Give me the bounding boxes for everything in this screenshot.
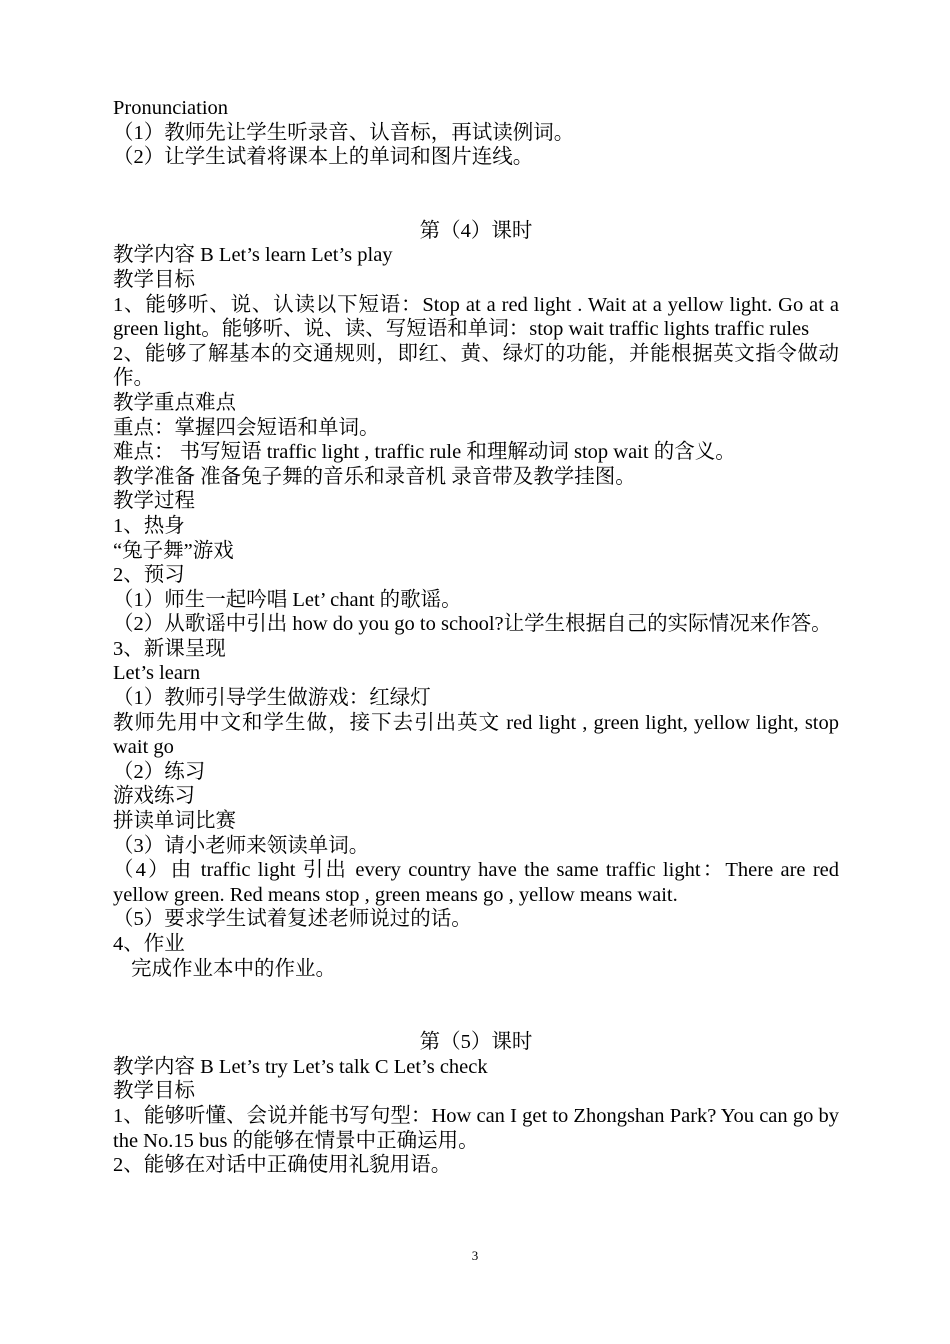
lesson5-goal-2: 2、能够在对话中正确使用礼貌用语。 bbox=[113, 1154, 452, 1177]
lesson5-content: 教学内容 B Let’s try Let’s talk C Let’s check bbox=[113, 1055, 488, 1078]
lesson4-key-label: 教学重点难点 bbox=[113, 391, 236, 414]
lesson4-preview-2: （2）从歌谣中引出 how do you go to school?让学生根据自己的实际情况来作答。 bbox=[113, 613, 832, 636]
lesson4-step-5: （5）要求学生试着复述老师说过的话。 bbox=[113, 908, 472, 931]
lesson4-goals-label: 教学目标 bbox=[113, 268, 195, 291]
lesson4-warmup-game: “兔子舞”游戏 bbox=[113, 539, 234, 562]
pronunciation-heading: Pronunciation bbox=[113, 97, 229, 119]
pronunciation-item-1: （1）教师先让学生听录音、认音标，再试读例词。 bbox=[113, 121, 575, 144]
document-page bbox=[113, 96, 839, 1178]
lesson4-content: 教学内容 B Let’s learn Let’s play bbox=[113, 244, 393, 267]
lesson4-difficult-point: 难点： 书写短语 traffic light , traffic rule 和理解动词 stop wait 的含义。 bbox=[113, 441, 736, 464]
lesson4-step-4: （4）由 traffic light 引出 every country have the same traffic light：There are red yellow green. Red means stop , green means go , yellow means wait. bbox=[113, 859, 839, 906]
lesson4-preview: 2、预习 bbox=[113, 564, 185, 587]
lesson4-step-2-a: 游戏练习 bbox=[113, 785, 195, 808]
lesson4-preparation: 教学准备 准备兔子舞的音乐和录音机 录音带及教学挂图。 bbox=[113, 465, 636, 488]
lesson4-present: 3、新课呈现 bbox=[113, 637, 226, 660]
lesson4-homework-detail: 完成作业本中的作业。 bbox=[131, 957, 336, 980]
page-number: 3 bbox=[471, 1248, 479, 1263]
lesson4-preview-1: （1）师生一起吟唱 Let’ chant 的歌谣。 bbox=[113, 588, 462, 611]
lesson5-title: 第（5）课时 bbox=[419, 1031, 533, 1054]
lesson4-warmup: 1、热身 bbox=[113, 514, 185, 537]
lesson5-goal-1: 1、能够听懂、会说并能书写句型：How can I get to Zhongshan Park? You can go by the No.15 bus 的能够在情景中正确运用。 bbox=[113, 1104, 839, 1152]
lesson4-process-label: 教学过程 bbox=[113, 490, 195, 513]
lesson4-homework: 4、作业 bbox=[113, 933, 185, 955]
lesson4-step-1-detail: 教师先用中文和学生做，接下去引出英文 red light , green light, yellow light, stop wait go bbox=[113, 711, 839, 759]
lesson4-step-1: （1）教师引导学生做游戏：红绿灯 bbox=[113, 687, 431, 710]
lesson4-goal-1: 1、能够听、说、认读以下短语：Stop at a red light . Wait at a yellow light. Go at a green light。能够听、说、读、写短语和单词：stop wait traffic lights traffic rules bbox=[113, 293, 839, 341]
lesson4-key-point: 重点：掌握四会短语和单词。 bbox=[113, 416, 380, 439]
lesson4-step-2-b: 拼读单词比赛 bbox=[113, 810, 236, 833]
lesson4-step-2: （2）练习 bbox=[113, 760, 206, 783]
lesson4-title: 第（4）课时 bbox=[419, 219, 533, 242]
lesson4-goal-2: 2、能够了解基本的交通规则，即红、黄、绿灯的功能，并能根据英文指令做动作。 bbox=[113, 342, 839, 390]
lesson5-goals-label: 教学目标 bbox=[113, 1080, 195, 1103]
lesson4-learn: Let’s learn bbox=[113, 662, 201, 685]
pronunciation-item-2: （2）让学生试着将课本上的单词和图片连线。 bbox=[113, 146, 534, 169]
lesson4-step-3: （3）请小老师来领读单词。 bbox=[113, 834, 370, 857]
